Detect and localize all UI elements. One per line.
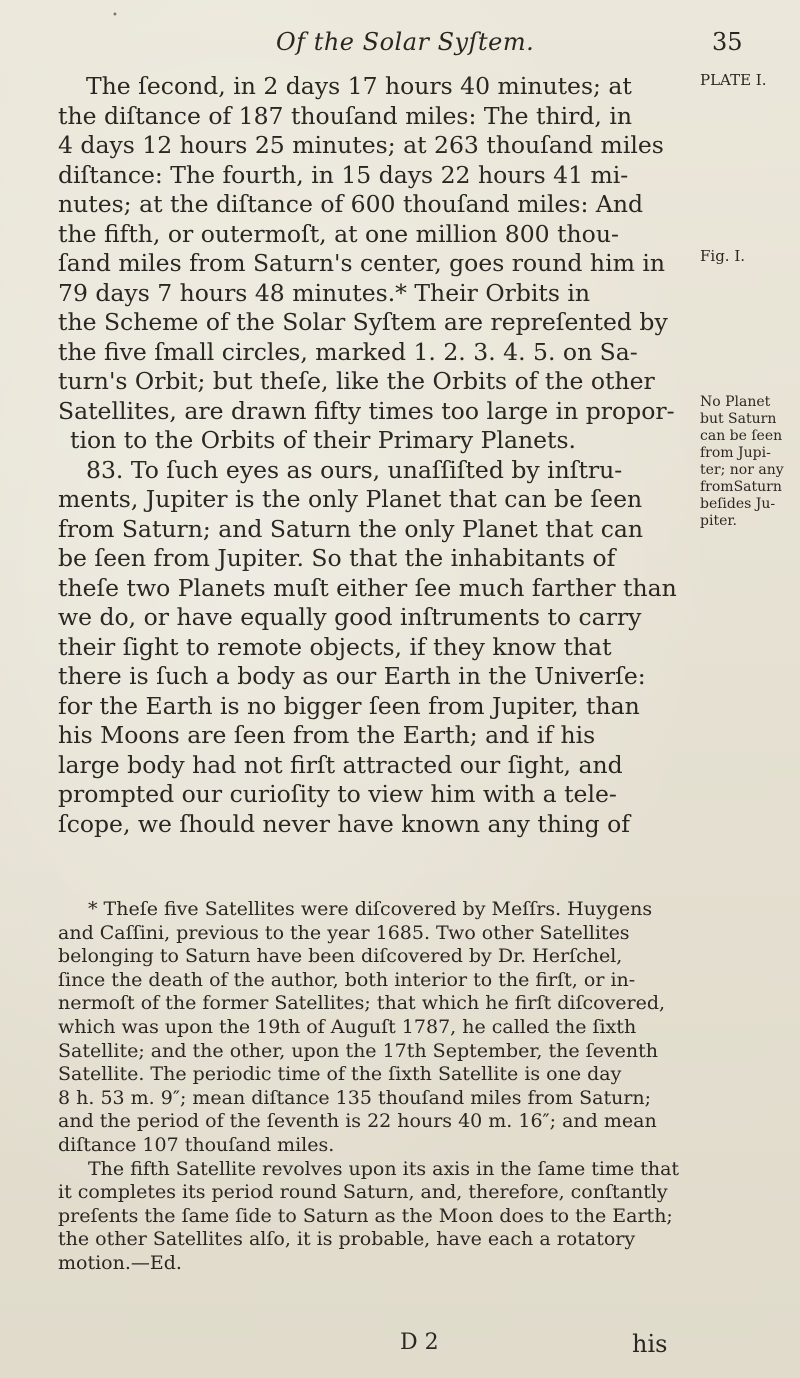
margin-plate-label: PLATE I. [700, 71, 767, 89]
footnote [58, 898, 698, 1276]
footnote-line: motion.—Ed. [58, 1251, 182, 1274]
text-line: the Scheme of the Solar Syſtem are repreſented by [58, 308, 668, 336]
text-line: nutes; at the diſtance of 600 thouſand miles: And [58, 190, 644, 218]
side-note-line: ter; nor any [700, 462, 784, 478]
running-head-title: Of the Solar Syſtem. [276, 28, 535, 56]
footnote-line: * Theſe five Satellites were diſcovered by Meſſrs. Huygens [88, 898, 653, 920]
footnote-line: it completes its period round Saturn, and, therefore, conſtantly [58, 1181, 668, 1204]
text-line: ments, Jupiter is the only Planet that can be ſeen [58, 485, 643, 513]
text-line: turn's Orbit; but theſe, like the Orbits of the other [58, 367, 655, 395]
footnote-line: and Caſſini, previous to the year 1685. Two other Satellites [58, 921, 630, 944]
text-line: 4 days 12 hours 25 minutes; at 263 thouſand miles [58, 131, 664, 159]
text-line: ſand miles from Saturn's center, goes round him in [58, 249, 665, 277]
footnote-line: Satellite. The periodic time of the ſixth Satellite is one day [58, 1063, 622, 1086]
side-note-line: No Planet [700, 394, 771, 410]
side-note-line: can be ſeen [700, 428, 783, 444]
footnote-line: ſince the death of the author, both interior to the firſt, or in- [58, 968, 636, 991]
margin-side-note [700, 394, 800, 530]
text-line: prompted our curioſity to view him with a tele- [58, 780, 617, 808]
ink-speck: • [112, 10, 118, 21]
side-note-line: beſides Ju- [700, 496, 776, 512]
text-line: The ſecond, in 2 days 17 hours 40 minutes; at [86, 72, 632, 100]
footnote-line: belonging to Saturn have been diſcovered by Dr. Herſchel, [58, 945, 623, 968]
footnote-line: which was upon the 19th of Auguſt 1787, he called the ſixth [58, 1015, 637, 1038]
text-line: diſtance: The fourth, in 15 days 22 hours 41 mi- [58, 160, 629, 189]
text-line: large body had not firſt attracted our ſight, and [58, 750, 623, 779]
signature-mark: D 2 [400, 1330, 439, 1355]
catchword: his [632, 1330, 668, 1358]
text-line: tion to the Orbits of their Primary Planets. [70, 426, 576, 454]
page-footer [0, 1330, 800, 1360]
text-line: 79 days 7 hours 48 minutes.* Their Orbits in [58, 278, 590, 307]
footnote-line: and the period of the ſeventh is 22 hours 40 m. 16″; and mean [58, 1110, 657, 1133]
text-line: for the Earth is no bigger ſeen from Jupiter, than [58, 691, 640, 720]
footnote-line: the other Satellites alſo, it is probable, have each a rotatory [58, 1228, 636, 1251]
text-line: theſe two Planets muſt either ſee much farther than [58, 573, 677, 602]
text-line: their ſight to remote objects, if they know that [58, 632, 612, 661]
footnote-line: nermoſt of the former Satellites; that which he firſt diſcovered, [58, 992, 666, 1015]
side-note-line: from Jupi- [700, 445, 771, 461]
running-head [0, 28, 800, 64]
footnote-line: Satellite; and the other, upon the 17th September, the ſeventh [58, 1039, 659, 1062]
text-line: the diſtance of 187 thouſand miles: The third, in [58, 101, 633, 130]
paragraph-83-start: 83. To ſuch eyes as ours, unaſſiſted by inſtru- [86, 455, 623, 484]
footnote-line: The fifth Satellite revolves upon its axis in the ſame time that [88, 1157, 680, 1180]
text-line: ſcope, we ſhould never have known any thing of [58, 809, 630, 838]
main-text [58, 72, 698, 839]
side-note-line: but Saturn [700, 411, 777, 427]
text-line: there is ſuch a body as our Earth in the Univerſe: [58, 662, 646, 690]
margin-figure-label: Fig. I. [700, 247, 746, 265]
side-note-line: piter. [700, 513, 737, 529]
text-line: we do, or have equally good inſtruments to carry [58, 603, 642, 631]
footnote-line: preſents the ſame ſide to Saturn as the Moon does to the Earth; [58, 1204, 673, 1227]
side-note-line: fromSaturn [700, 479, 782, 495]
text-line: Satellites, are drawn fifty times too large in propor- [58, 396, 675, 425]
text-line: the fifth, or outermoſt, at one million 800 thou- [58, 219, 619, 248]
footnote-line: diſtance 107 thouſand miles. [58, 1133, 335, 1156]
text-line: the five ſmall circles, marked 1. 2. 3. 4. 5. on Sa- [58, 337, 638, 366]
footnote-line: 8 h. 53 m. 9″; mean diſtance 135 thouſand miles from Saturn; [58, 1086, 652, 1109]
text-line: be ſeen from Jupiter. So that the inhabitants of [58, 544, 616, 572]
page-number: 35 [712, 28, 743, 56]
text-line: his Moons are ſeen from the Earth; and if his [58, 721, 596, 749]
text-line: from Saturn; and Saturn the only Planet that can [58, 514, 644, 543]
